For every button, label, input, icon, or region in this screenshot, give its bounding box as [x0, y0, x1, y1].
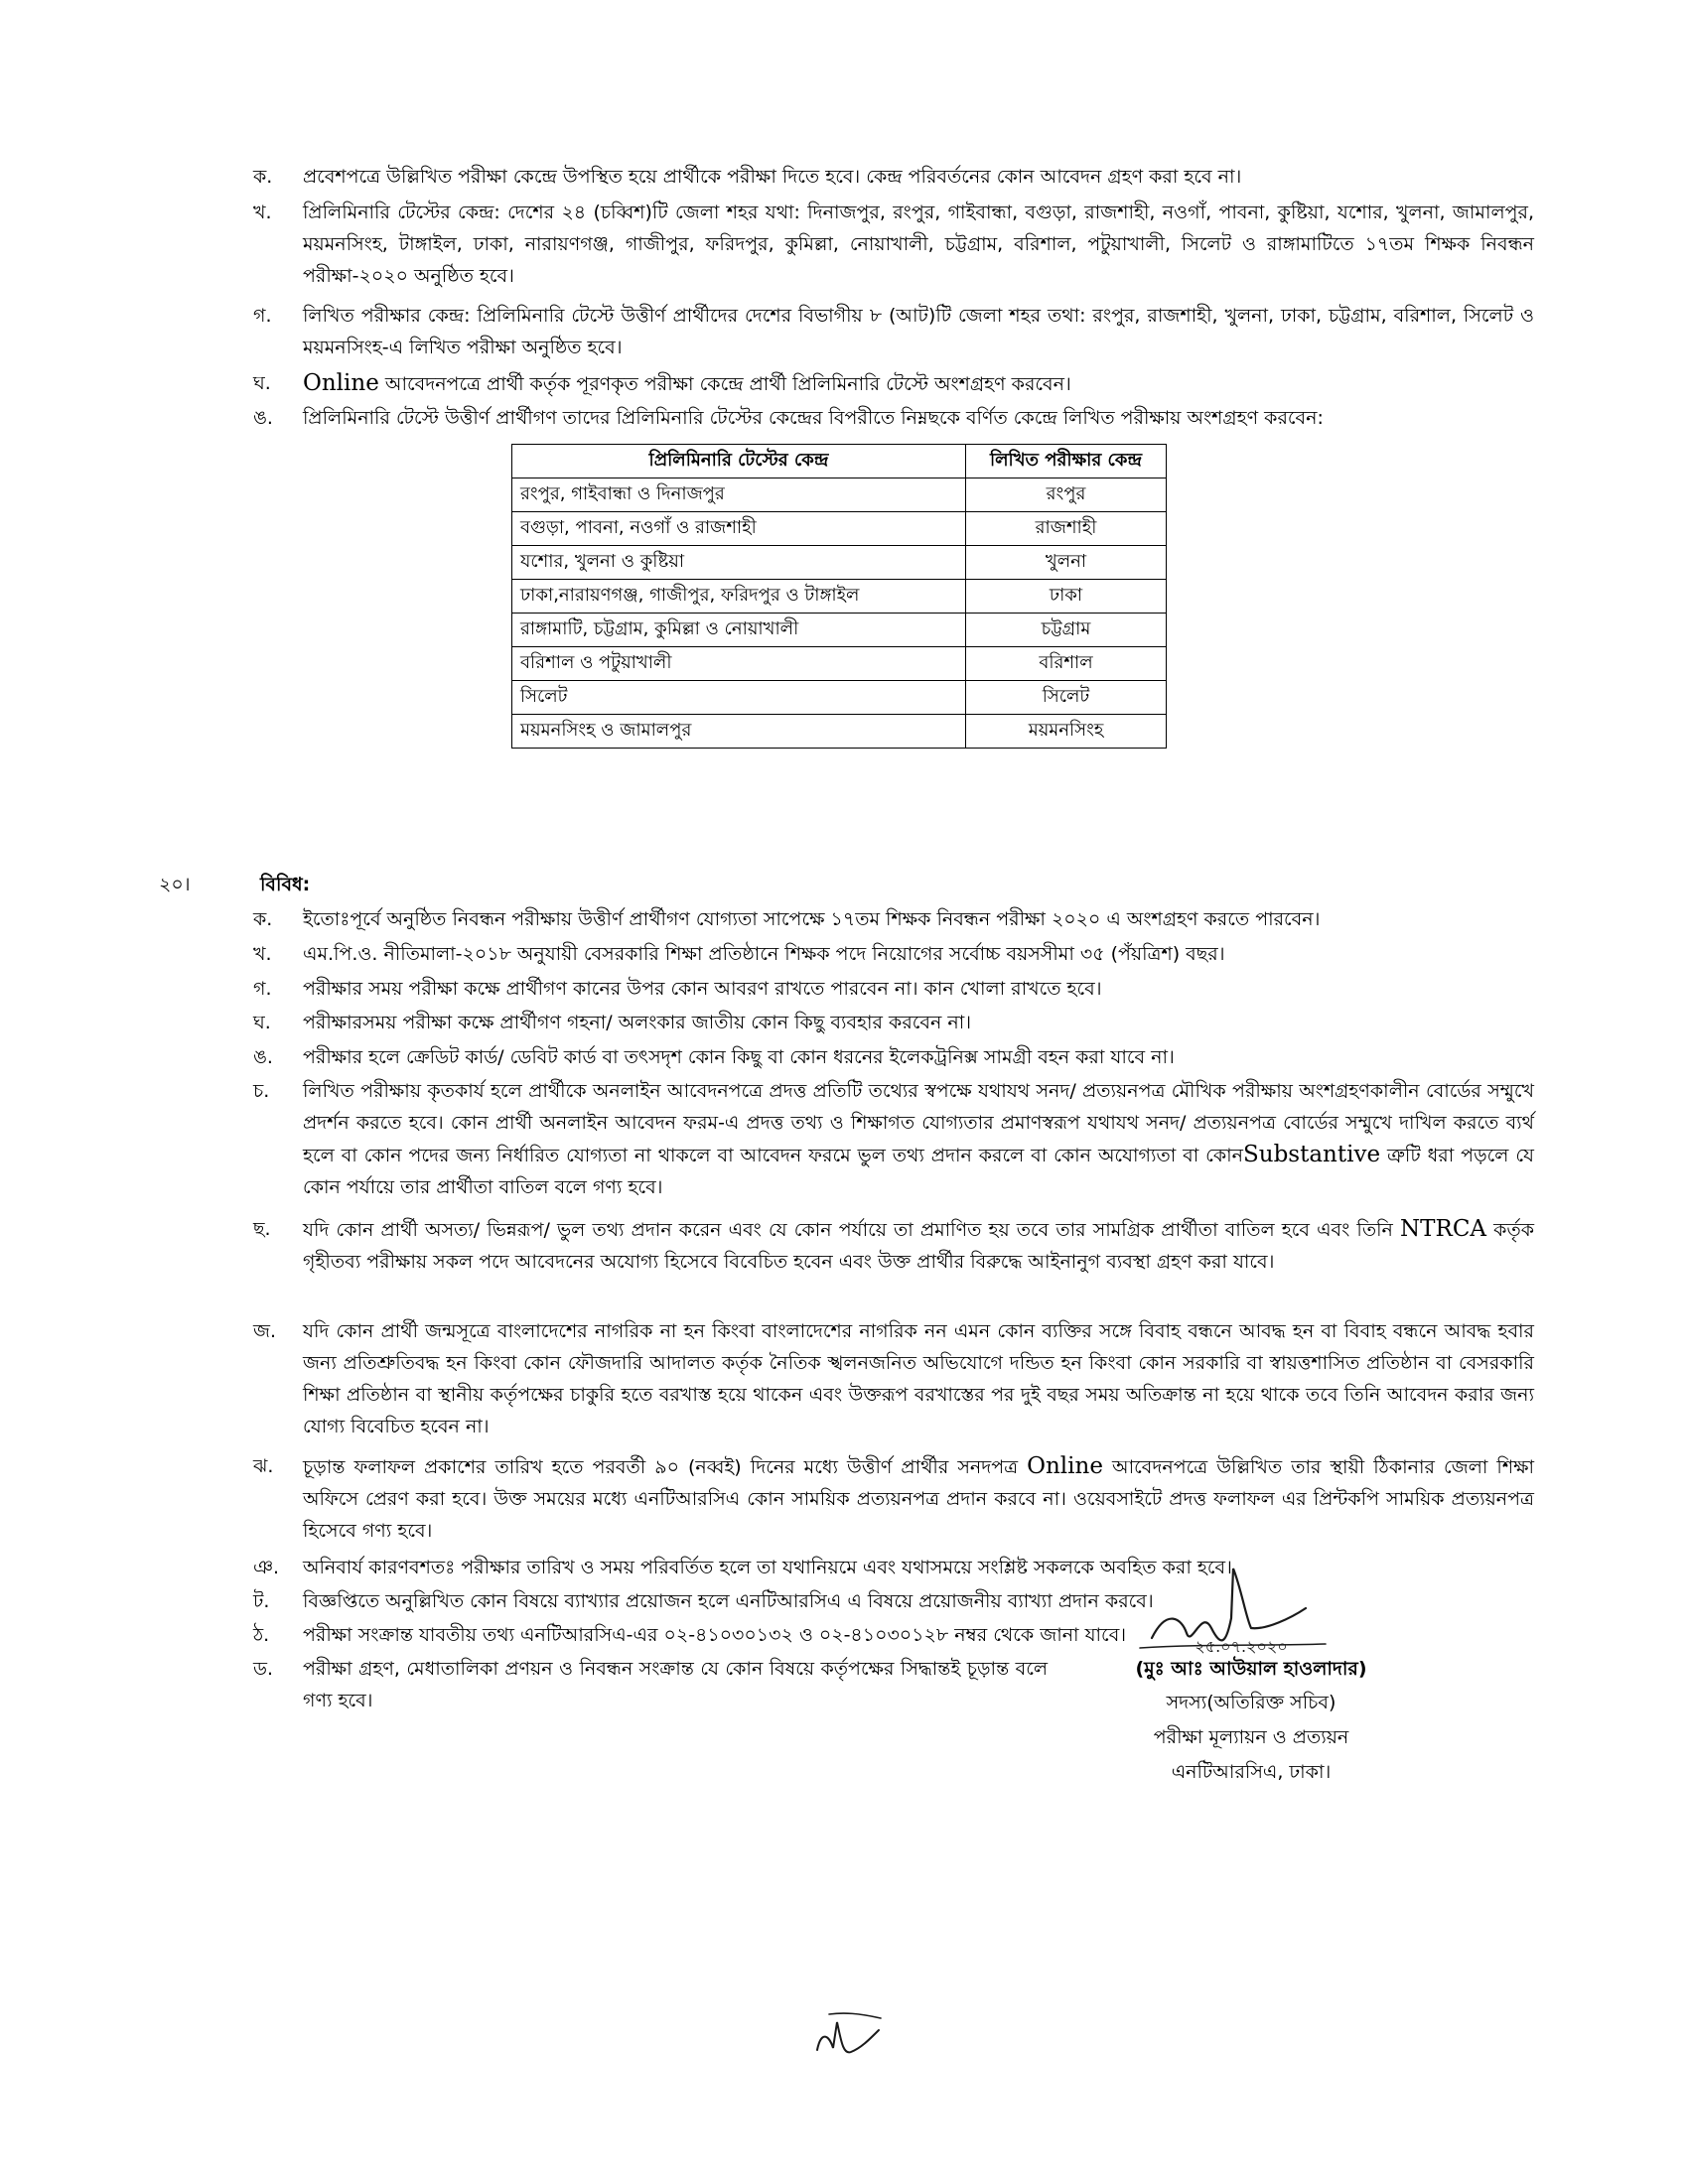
item-text — [303, 367, 1534, 400]
col-header-written: লিখিত পরীক্ষার কেন্দ্র — [966, 445, 1167, 478]
item-label: ঝ. — [253, 1455, 274, 1477]
list-item — [253, 1041, 1534, 1073]
signatory-department: পরীক্ষা মূল্যায়ন ও প্রত্যয়ন — [1153, 1726, 1349, 1748]
item-text-start: লিখিত পরীক্ষায় কৃতকার্য হলে প্রার্থীকে অনলাইন আবেদনপত্রে প্রদত্ত প্রতিটি তথ্যের স্বপক্ষে যথাযথ সনদ/ প্রত্যয়নপত্র মৌখিক পরীক্ষায় অংশগ্রহণকালীন বোর্ডের সম্মুখে প্রদর্শন করতে হবে। কোন প্রার্থী অনলাইন আবেদন ফরম-এ প্রদত্ত তথ্য ও শিক্ষাগত যোগ্যতার প্রমাণস্বরূপ যথাযথ সনদ/ প্রত্যয়নপত্র বোর্ডের সম্মুখে দাখিল করতে ব্যর্থ হলে বা কোন পদের জন্য নির্ধারিত যোগ্যতা না থাকলে বা আবেদন ফরমে ভুল তথ্য প্রদান করলে বা কোন অযোগ্যতা বা কোন — [303, 1080, 1534, 1166]
list-item — [253, 1450, 1534, 1547]
list-item — [253, 161, 1534, 193]
list-item — [253, 1213, 1534, 1278]
written-center-cell: সিলেট — [966, 681, 1167, 715]
item-label: ছ. — [253, 1218, 271, 1240]
preliminary-center-cell: ময়মনসিংহ ও জামালপুর — [512, 715, 966, 749]
table-row — [512, 580, 1167, 614]
english-term: NTRCA — [1400, 1216, 1487, 1242]
table-row — [512, 478, 1167, 512]
item-text: পরীক্ষার হলে ক্রেডিট কার্ড/ ডেবিট কার্ড বা তৎসদৃশ কোন কিছু বা কোন ধরনের ইলেকট্রনিক্স সামগ্রী বহন করা যাবে না। — [303, 1046, 1175, 1068]
written-center-cell: ঢাকা — [966, 580, 1167, 614]
preliminary-center-cell: সিলেট — [512, 681, 966, 715]
item-label: ক. — [253, 166, 273, 188]
item-label: ঙ. — [253, 407, 273, 429]
written-center-cell: খুলনা — [966, 546, 1167, 580]
signatory-designation: সদস্য(অতিরিক্ত সচিব) — [1166, 1692, 1336, 1713]
english-term: Online — [303, 370, 379, 396]
item-text: প্রিলিমিনারি টেস্টে উত্তীর্ণ প্রার্থীগণ তাদের প্রিলিমিনারি টেস্টের কেন্দ্রের বিপরীতে নিম্নছকে বর্ণিত কেন্দ্রে লিখিত পরীক্ষায় অংশগ্রহণ করবেন: — [303, 407, 1324, 429]
item-text: পরীক্ষারসময় পরীক্ষা কক্ষে প্রার্থীগণ গহনা/ অলংকার জাতীয় কোন কিছু ব্যবহার করবেন না। — [303, 1012, 972, 1033]
item-text: প্রিলিমিনারি টেস্টের কেন্দ্র: দেশের ২৪ (চব্বিশ)টি জেলা শহর যথা: দিনাজপুর, রংপুর, গাইবান্ধা, বগুড়া, রাজশাহী, নওগাঁ, পাবনা, কুষ্টিয়া, যশোর, খুলনা, জামালপুর, ময়মনসিংহ, টাঙ্গাইল, ঢাকা, নারায়ণগঞ্জ, গাজীপুর, ফরিদপুর, কুমিল্লা, নোয়াখালী, চট্টগ্রাম, বরিশাল, পটুয়াখালী, সিলেট ও রাঙ্গামাটিতে ১৭তম শিক্ষক নিবন্ধন পরীক্ষা-২০২০ অনুষ্ঠিত হবে। — [303, 202, 1534, 287]
item-text: অনিবার্য কারণবশতঃ পরীক্ষার তারিখ ও সময় পরিবর্তিত হলে তা যথানিয়মে এবং যথাসময়ে সংশ্লিষ্ট সকলকে অবহিত করা হবে। — [303, 1557, 1232, 1578]
exam-centers-table — [511, 444, 1167, 749]
section-number: ২০। — [159, 874, 191, 895]
preliminary-center-cell: ঢাকা,নারায়ণগঞ্জ, গাজীপুর, ফরিদপুর ও টাঙ্গাইল — [512, 580, 966, 614]
item-label: ড. — [253, 1658, 274, 1680]
signatory-name: (মুঃ আঃ আউয়াল হাওলাদার) — [1135, 1658, 1367, 1680]
table-row — [512, 546, 1167, 580]
table-row — [512, 647, 1167, 681]
written-center-cell: রাজশাহী — [966, 512, 1167, 546]
item-label: ট. — [253, 1590, 270, 1612]
item-label: ক. — [253, 908, 273, 930]
item-text-rest: কর্তৃক গৃহীতব্য পরীক্ষায় সকল পদে আবেদনের অযোগ্য হিসেবে বিবেচিত হবেন এবং উক্ত প্রার্থীর বিরুদ্ধে আইনানুগ ব্যবস্থা গ্রহণ করা যাবে। — [303, 1219, 1534, 1273]
list-item — [253, 402, 1534, 434]
item-label: খ. — [253, 202, 272, 223]
item-text — [303, 1450, 1534, 1547]
item-label: ঘ. — [253, 372, 271, 394]
preliminary-center-cell: রাঙ্গামাটি, চট্টগ্রাম, কুমিল্লা ও নোয়াখালী — [512, 614, 966, 647]
item-text: এম.পি.ও. নীতিমালা-২০১৮ অনুযায়ী বেসরকারি শিক্ষা প্রতিষ্ঠানে শিক্ষক পদে নিয়োগের সর্বোচ্চ বয়সসীমা ৩৫ (পঁয়ত্রিশ) বছর। — [303, 943, 1225, 965]
item-text: প্রবেশপত্রে উল্লিখিত পরীক্ষা কেন্দ্রে উপস্থিত হয়ে প্রার্থীকে পরীক্ষা দিতে হবে। কেন্দ্র পরিবর্তনের কোন আবেদন গ্রহণ করা হবে না। — [303, 166, 1242, 188]
item-text: পরীক্ষা গ্রহণ, মেধাতালিকা প্রণয়ন ও নিবন্ধন সংক্রান্ত যে কোন বিষয়ে কর্তৃপক্ষের সিদ্ধান্তই চূড়ান্ত বলে গণ্য হবে। — [303, 1658, 1048, 1711]
item-text — [303, 1213, 1534, 1278]
item-label: গ. — [253, 978, 272, 1000]
list-item — [253, 1653, 1048, 1716]
table-row — [512, 614, 1167, 647]
item-text: ইতোঃপূর্বে অনুষ্ঠিত নিবন্ধন পরীক্ষায় উত্তীর্ণ প্রার্থীগণ যোগ্যতা সাপেক্ষে ১৭তম শিক্ষক নিবন্ধন পরীক্ষা ২০২০ এ অংশগ্রহণ করতে পারবেন। — [303, 908, 1321, 930]
table-row — [512, 715, 1167, 749]
item-text: পরীক্ষা সংক্রান্ত যাবতীয় তথ্য এনটিআরসিএ-এর ০২-৪১০৩০১৩২ ও ০২-৪১০৩০১২৮ নম্বর থেকে জানা যাবে। — [303, 1624, 1127, 1646]
item-text-rest: আবেদনপত্রে উল্লিখিত তার স্থায়ী ঠিকানার জেলা শিক্ষা অফিসে প্রেরণ করা হবে। উক্ত সময়ের মধ্যে এনটিআরসিএ কোন সাময়িক প্রত্যয়নপত্র প্রদান করবে না। ওয়েবসাইটে প্রদত্ত ফলাফল এর প্রিন্টকপি সাময়িক প্রত্যয়নপত্র হিসেবে গণ্য হবে। — [303, 1456, 1534, 1542]
item-label: গ. — [253, 305, 272, 327]
preliminary-center-cell: বরিশাল ও পটুয়াখালী — [512, 647, 966, 681]
written-center-cell: বরিশাল — [966, 647, 1167, 681]
item-text-rest: আবেদনপত্রে প্রার্থী কর্তৃক পূরণকৃত পরীক্ষা কেন্দ্রে প্রার্থী প্রিলিমিনারি টেস্টে অংশগ্রহণ করবেন। — [378, 373, 1071, 395]
list-item — [253, 300, 1534, 363]
written-center-cell: চট্টগ্রাম — [966, 614, 1167, 647]
list-item — [253, 973, 1534, 1005]
section-title: বিবিধ: — [260, 874, 311, 895]
col-header-preliminary: প্রিলিমিনারি টেস্টের কেন্দ্র — [512, 445, 966, 478]
item-label: ঞ. — [253, 1557, 280, 1578]
initial-mark — [799, 2000, 889, 2070]
item-text: পরীক্ষার সময় পরীক্ষা কক্ষে প্রার্থীগণ কানের উপর কোন আবরণ রাখতে পারবেন না। কান খোলা রাখতে হবে। — [303, 978, 1102, 1000]
item-label: জ. — [253, 1320, 277, 1342]
preliminary-center-cell: রংপুর, গাইবান্ধা ও দিনাজপুর — [512, 478, 966, 512]
written-center-cell: রংপুর — [966, 478, 1167, 512]
preliminary-center-cell: যশোর, খুলনা ও কুষ্টিয়া — [512, 546, 966, 580]
item-label: ঘ. — [253, 1012, 271, 1033]
english-term: Substantive — [1243, 1142, 1381, 1167]
list-item — [253, 938, 1534, 970]
item-label: ঠ. — [253, 1624, 270, 1646]
list-item — [253, 1007, 1534, 1038]
list-item — [253, 903, 1534, 935]
item-text-start: চূড়ান্ত ফলাফল প্রকাশের তারিখ হতে পরবর্তী ৯০ (নব্বই) দিনের মধ্যে উত্তীর্ণ প্রার্থীর সনদপত্র — [303, 1456, 1028, 1478]
table-header-row — [512, 445, 1167, 478]
list-item — [253, 1075, 1534, 1203]
signature-mark — [1092, 1549, 1350, 1658]
preliminary-center-cell: বগুড়া, পাবনা, নওগাঁ ও রাজশাহী — [512, 512, 966, 546]
written-center-cell: ময়মনসিংহ — [966, 715, 1167, 749]
item-text — [303, 1075, 1534, 1203]
item-label: খ. — [253, 943, 272, 965]
signatory-organization: এনটিআরসিএ, ঢাকা। — [1171, 1761, 1332, 1783]
list-item — [253, 367, 1534, 400]
item-text-start: যদি কোন প্রার্থী অসত্য/ ভিন্নরূপ/ ভুল তথ্য প্রদান করেন এবং যে কোন পর্যায়ে তা প্রমাণিত হয় তবে তার সামগ্রিক প্রার্থীতা বাতিল হবে এবং তিনি — [303, 1219, 1401, 1241]
item-label: চ. — [253, 1080, 270, 1102]
signature-date: ২৫.০৭.২০২০ — [1195, 1637, 1288, 1656]
item-text: লিখিত পরীক্ষার কেন্দ্র: প্রিলিমিনারি টেস্টে উত্তীর্ণ প্রার্থীদের দেশের বিভাগীয় ৮ (আট)টি জেলা শহর তথা: রংপুর, রাজশাহী, খুলনা, ঢাকা, চট্টগ্রাম, বরিশাল, সিলেট ও ময়মনসিংহ-এ লিখিত পরীক্ষা অনুষ্ঠিত হবে। — [303, 305, 1534, 358]
item-text: বিজ্ঞপ্তিতে অনুল্লিখিত কোন বিষয়ে ব্যাখ্যার প্রয়োজন হলে এনটিআরসিএ এ বিষয়ে প্রয়োজনীয় ব্যাখ্যা প্রদান করবে। — [303, 1590, 1154, 1612]
table-row — [512, 681, 1167, 715]
list-item — [253, 1315, 1534, 1442]
item-text: যদি কোন প্রার্থী জন্মসূত্রে বাংলাদেশের নাগরিক না হন কিংবা বাংলাদেশের নাগরিক নন এমন কোন ব্যক্তির সঙ্গে বিবাহ বন্ধনে আবদ্ধ হন বা বিবাহ বন্ধনে আবদ্ধ হবার জন্য প্রতিশ্রুতিবদ্ধ হন কিংবা কোন ফৌজদারি আদালত কর্তৃক নৈতিক স্খলনজনিত অভিযোগে দন্ডিত হন কিংবা কোন সরকারি বা স্বায়ত্তশাসিত প্রতিষ্ঠান বা বেসরকারি শিক্ষা প্রতিষ্ঠান বা স্থানীয় কর্তৃপক্ষের চাকুরি হতে বরখাস্ত হয়ে থাকেন এবং উক্তরূপ বরখাস্তের পর দুই বছর সময় অতিক্রান্ত না হয়ে থাকে তবে তিনি আবেদন করার জন্য যোগ্য বিবেচিত হবেন না। — [303, 1320, 1534, 1437]
item-label: ঙ. — [253, 1046, 273, 1068]
item-text-rest: ত্রুটি ধরা পড়লে যে কোন পর্যায়ে তার প্রার্থীতা বাতিল বলে গণ্য হবে। — [303, 1145, 1534, 1198]
table-row — [512, 512, 1167, 546]
list-item — [253, 197, 1534, 292]
english-term: Online — [1027, 1453, 1103, 1479]
